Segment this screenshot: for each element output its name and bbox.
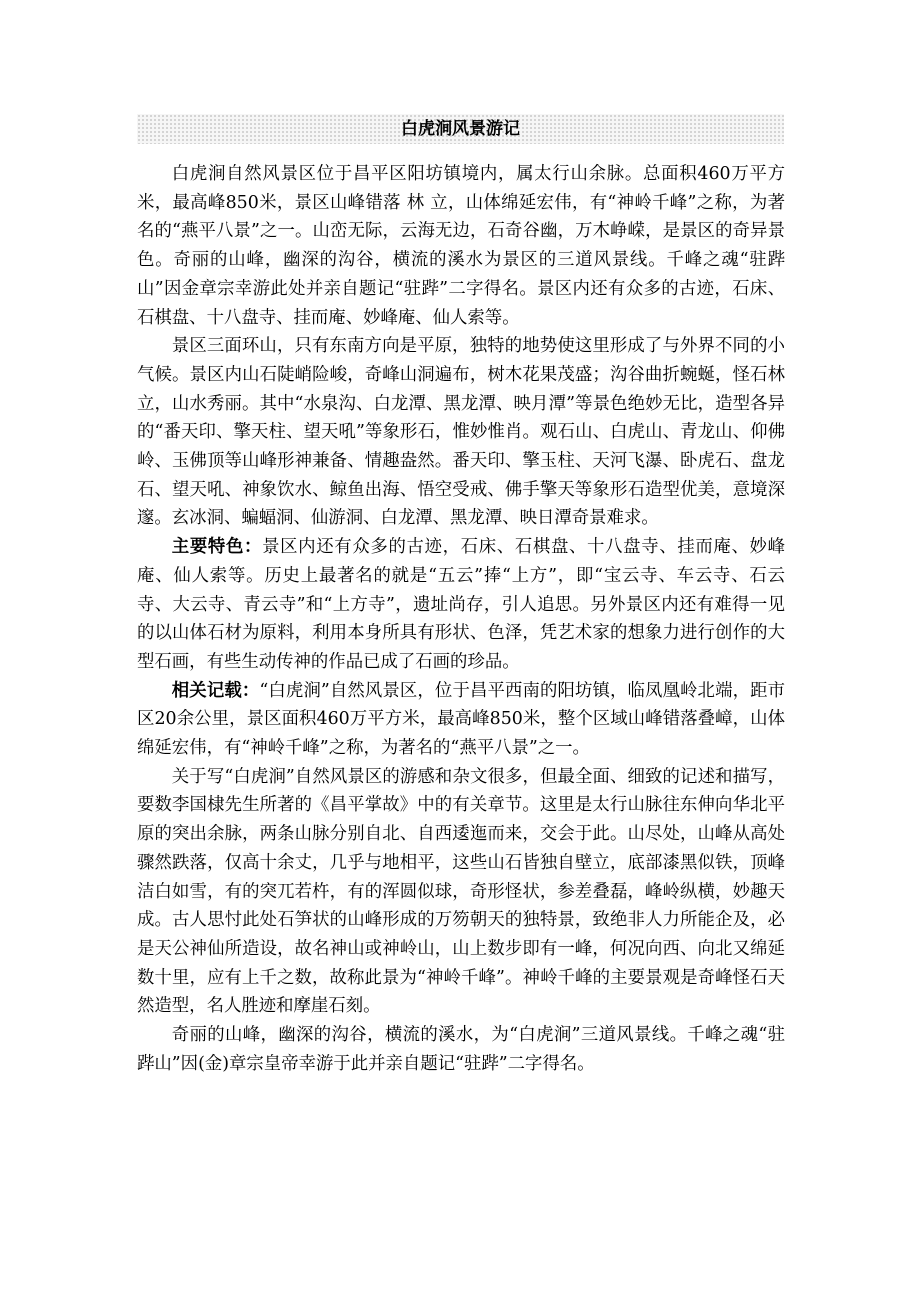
paragraph-text: 景区内还有众多的古迹，石床、石棋盘、十八盘寺、挂而庵、妙峰庵、仙人索等。历史上最著名的就是“五云”捧“上方”，即“宝云寺、车云寺、石云寺、大云寺、青云寺”和“上方寺”，遗址尚存，引人追思。另外景区内还有难得一见的以山体石材为原料，利用本身所具有形状、色泽，凭艺术家的想象力进行创作的大型石画，有些生动传神的作品已成了石画的珍品。 — [137, 537, 785, 672]
paragraph-5 — [137, 763, 785, 1021]
paragraph-text: 奇丽的山峰，幽深的沟谷，横流的溪水，为“白虎涧”三道风景线。千峰之魂“驻跸山”因(金)章宗皇帝幸游于此并亲自题记“驻跸”二字得名。 — [137, 1025, 785, 1074]
document-body — [137, 160, 785, 1079]
paragraph-1 — [137, 160, 785, 332]
paragraph-lead: 主要特色： — [171, 537, 263, 558]
paragraph-text: “白虎涧”自然风景区，位于昌平西南的阳坊镇，临凤凰岭北端，距市区20余公里，景区面积460万平方米，最高峰850米，整个区域山峰错落叠嶂，山体绵延宏伟，有“神岭千峰”之称，为著名的“燕平八景”之一。 — [137, 680, 785, 759]
paragraph-3 — [137, 533, 785, 677]
paragraph-4 — [137, 677, 785, 763]
paragraph-6 — [137, 1021, 785, 1078]
paragraph-2 — [137, 332, 785, 533]
document-title: 白虎涧风景游记 — [401, 119, 520, 139]
paragraph-text: 关于写“白虎涧”自然风景区的游感和杂文很多，但最全面、细致的记述和描写，要数李国棣先生所著的《昌平掌故》中的有关章节。这里是太行山脉往东伸向华北平原的突出余脉，两条山脉分别自北、自西逶迤而来，交会于此。山尽处，山峰从高处骤然跌落，仅高十余丈，几乎与地相平，这些山石皆独自壁立，底部漆黑似铁，顶峰洁白如雪，有的突兀若杵，有的浑圆似球，奇形怪状，参差叠磊，峰岭纵横，妙趣天成。古人思忖此处石笋状的山峰形成的万笏朝天的独特景，致绝非人力所能企及，必是天公神仙所造设，故名神山或神岭山，山上数步即有一峰，何况向西、向北又绵延数十里，应有上千之数，故称此景为“神岭千峰”。神岭千峰的主要景观是奇峰怪石天然造型，名人胜迹和摩崖石刻。 — [137, 766, 785, 1017]
paragraph-lead: 相关记载： — [171, 680, 260, 701]
paragraph-text: 景区三面环山，只有东南方向是平原，独特的地势使这里形成了与外界不同的小气候。景区内山石陡峭险峻，奇峰山洞遍布，树木花果茂盛；沟谷曲折蜿蜒，怪石林立，山水秀丽。其中“水泉沟、白龙潭、黑龙潭、映月潭”等景色绝妙无比，造型各异的“番天印、擎天柱、望天吼”等象形石，惟妙惟肖。观石山、白虎山、青龙山、仰佛岭、玉佛顶等山峰形神兼备、情趣盎然。番天印、擎玉柱、天河飞瀑、卧虎石、盘龙石、望天吼、神象饮水、鲸鱼出海、悟空受戒、佛手擎天等象形石造型优美，意境深邃。玄冰洞、蝙蝠洞、仙游洞、白龙潭、黑龙潭、映日潭奇景难求。 — [137, 336, 785, 529]
paragraph-text: 白虎涧自然风景区位于昌平区阳坊镇境内，属太行山余脉。总面积460万平方米，最高峰850米，景区山峰错落 林 立，山体绵延宏伟，有“神岭千峰”之称，为著名的“燕平八景”之一。山峦无际，云海无边，石奇谷幽，万木峥嵘，是景区的奇异景色。奇丽的山峰，幽深的沟谷，横流的溪水为景区的三道风景线。千峰之魂“驻跸山”因金章宗幸游此处并亲自题记“驻跸”二字得名。景区内还有众多的古迹，石床、石棋盘、十八盘寺、挂而庵、妙峰庵、仙人索等。 — [137, 164, 785, 328]
